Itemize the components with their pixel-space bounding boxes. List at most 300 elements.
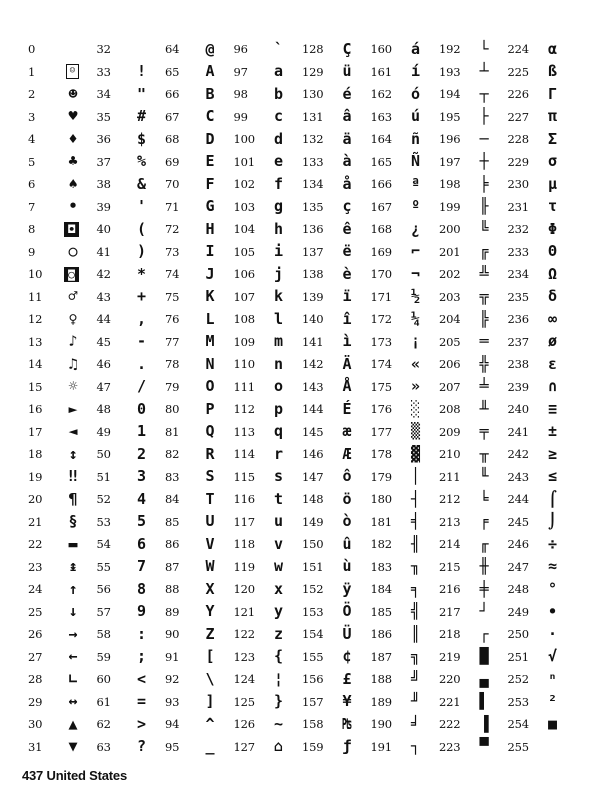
char-code: 120: [233, 582, 255, 597]
char-entry: [28, 443, 97, 466]
char-glyph: I: [205, 242, 215, 261]
character-code-table: [28, 38, 576, 758]
char-code: 193: [439, 64, 461, 79]
char-glyph: ╒: [479, 512, 489, 531]
char-entry: [371, 151, 440, 174]
char-code: 20: [28, 492, 43, 507]
char-entry: [28, 286, 97, 309]
char-entry: [97, 466, 166, 489]
char-glyph: ╬: [479, 354, 489, 373]
char-entry: [439, 83, 508, 106]
char-glyph: A: [205, 62, 215, 81]
char-entry: [371, 556, 440, 579]
char-entry: [302, 331, 371, 354]
char-glyph: d: [273, 129, 284, 148]
char-glyph: M: [205, 332, 215, 351]
char-code: 158: [302, 717, 324, 732]
char-glyph: w: [273, 557, 284, 576]
char-code: 245: [507, 514, 529, 529]
char-code: 8: [28, 222, 36, 237]
char-glyph: ▲: [68, 714, 78, 733]
char-code: 52: [96, 492, 111, 507]
char-code: 122: [233, 627, 255, 642]
char-entry: [234, 38, 303, 61]
char-code: 51: [96, 469, 111, 484]
char-code: 187: [370, 649, 392, 664]
char-code: 132: [302, 132, 324, 147]
char-code: 205: [439, 334, 461, 349]
char-entry: [28, 151, 97, 174]
char-code: 134: [302, 177, 324, 192]
char-code: 34: [96, 87, 111, 102]
char-glyph: ;: [136, 647, 147, 666]
char-glyph: -: [136, 332, 147, 351]
char-code: 69: [165, 154, 180, 169]
char-glyph: S: [205, 467, 215, 486]
char-code: 47: [96, 379, 111, 394]
char-glyph: ª: [410, 174, 421, 193]
char-glyph: ≤: [547, 467, 558, 486]
char-code: 170: [370, 267, 392, 282]
char-glyph: ): [136, 242, 147, 261]
char-glyph: s: [273, 467, 284, 486]
char-entry: [28, 466, 97, 489]
char-code: 210: [439, 447, 461, 462]
char-glyph: e: [273, 152, 284, 171]
char-entry: [439, 106, 508, 129]
char-code: 239: [507, 379, 529, 394]
char-glyph: 3: [136, 467, 147, 486]
char-entry: [508, 556, 577, 579]
char-code: 195: [439, 109, 461, 124]
char-glyph: √: [547, 647, 558, 666]
char-entry: [28, 241, 97, 264]
char-code: 148: [302, 492, 324, 507]
char-glyph: N: [205, 354, 215, 373]
char-entry: [508, 263, 577, 286]
char-glyph: ⌂: [273, 737, 284, 756]
char-code: 238: [507, 357, 529, 372]
char-glyph: Æ: [342, 444, 352, 463]
char-code: 32: [96, 42, 111, 57]
char-glyph: g: [273, 197, 284, 216]
char-entry: [97, 218, 166, 241]
char-code: 223: [439, 739, 461, 754]
char-entry: [371, 691, 440, 714]
char-code: 136: [302, 222, 324, 237]
char-entry: [371, 533, 440, 556]
char-glyph: ├: [479, 107, 489, 126]
char-glyph: ,: [136, 309, 147, 328]
char-code: 217: [439, 604, 461, 619]
char-glyph: ←: [68, 647, 78, 666]
char-glyph: ╕: [410, 579, 421, 598]
char-glyph: ¢: [342, 647, 352, 666]
char-glyph: •: [68, 197, 78, 216]
char-entry: [97, 533, 166, 556]
char-entry: [508, 691, 577, 714]
char-glyph: V: [205, 534, 215, 553]
char-entry: [97, 578, 166, 601]
char-entry: [508, 421, 577, 444]
char-entry: [302, 376, 371, 399]
char-entry: [439, 61, 508, 84]
char-code: 88: [165, 582, 180, 597]
char-code: 186: [370, 627, 392, 642]
char-entry: [302, 556, 371, 579]
char-glyph: ■: [547, 714, 558, 733]
char-entry: [302, 286, 371, 309]
char-code: 90: [165, 627, 180, 642]
char-entry: [371, 218, 440, 241]
char-code: 254: [507, 717, 529, 732]
char-entry: [371, 128, 440, 151]
char-code: 164: [370, 132, 392, 147]
char-entry: [28, 61, 97, 84]
char-glyph: ∙: [547, 602, 558, 621]
char-entry: [97, 83, 166, 106]
char-entry: [97, 241, 166, 264]
char-entry: [508, 38, 577, 61]
char-code: 102: [233, 177, 255, 192]
char-glyph: ☼: [68, 377, 78, 396]
char-glyph: ⌠: [547, 489, 558, 508]
char-code: 153: [302, 604, 324, 619]
char-code: 46: [96, 357, 111, 372]
char-glyph: →: [68, 624, 78, 643]
char-entry: [439, 286, 508, 309]
char-entry: [234, 421, 303, 444]
char-entry: [28, 353, 97, 376]
char-code: 105: [233, 244, 255, 259]
char-entry: [508, 533, 577, 556]
char-glyph: ë: [342, 242, 352, 261]
char-entry: [28, 511, 97, 534]
char-code: 152: [302, 582, 324, 597]
char-entry: [97, 668, 166, 691]
char-entry: [302, 443, 371, 466]
char-glyph: ₧: [342, 714, 352, 733]
char-entry: [371, 376, 440, 399]
char-code: 78: [165, 357, 180, 372]
char-code: 146: [302, 447, 324, 462]
char-code: 23: [28, 559, 43, 574]
char-glyph: «: [410, 354, 421, 373]
char-glyph: ♂: [68, 287, 78, 306]
char-code: 57: [96, 604, 111, 619]
char-entry: [302, 83, 371, 106]
char-entry: [439, 398, 508, 421]
char-code: 63: [96, 739, 111, 754]
char-entry: [439, 196, 508, 219]
char-code: 35: [96, 109, 111, 124]
char-entry: [97, 173, 166, 196]
char-entry: [28, 376, 97, 399]
char-entry: [371, 578, 440, 601]
char-entry: [508, 218, 577, 241]
char-code: 27: [28, 649, 43, 664]
char-code: 38: [96, 177, 111, 192]
char-code: 4: [28, 132, 36, 147]
char-entry: [165, 38, 234, 61]
char-glyph: ¥: [342, 692, 352, 711]
char-entry: [371, 38, 440, 61]
char-entry: [439, 691, 508, 714]
char-code: 75: [165, 289, 180, 304]
char-glyph: Ç: [342, 39, 352, 58]
char-code: 162: [370, 87, 392, 102]
char-code: 5: [28, 154, 36, 169]
char-code: 230: [507, 177, 529, 192]
char-glyph: τ: [547, 197, 558, 216]
char-code: 253: [507, 694, 529, 709]
char-glyph: J: [205, 264, 215, 283]
char-glyph: ì: [342, 332, 352, 351]
char-glyph: ║: [410, 624, 421, 643]
char-code: 108: [233, 312, 255, 327]
char-code: 74: [165, 267, 180, 282]
char-code: 2: [28, 87, 36, 102]
char-code: 168: [370, 222, 392, 237]
char-code: 246: [507, 537, 529, 552]
char-code: 80: [165, 402, 180, 417]
char-glyph: ╞: [479, 174, 489, 193]
char-entry: [165, 376, 234, 399]
char-code: 139: [302, 289, 324, 304]
char-glyph: ▀: [479, 737, 489, 756]
char-glyph: §: [68, 512, 78, 531]
char-glyph: $: [136, 129, 147, 148]
char-code: 103: [233, 199, 255, 214]
char-entry: [234, 443, 303, 466]
char-code: 225: [507, 64, 529, 79]
char-entry: [371, 286, 440, 309]
char-entry: [371, 736, 440, 759]
char-glyph: ╔: [479, 242, 489, 261]
char-entry: [234, 713, 303, 736]
char-glyph: ╥: [479, 444, 489, 463]
char-entry: [234, 623, 303, 646]
char-glyph: Z: [205, 624, 215, 643]
char-glyph: ┐: [410, 737, 421, 756]
char-glyph: ◙: [64, 267, 79, 282]
char-entry: [302, 601, 371, 624]
char-entry: [302, 38, 371, 61]
char-code: 18: [28, 447, 43, 462]
char-entry: [508, 83, 577, 106]
char-glyph: ¬: [410, 264, 421, 283]
char-glyph: c: [273, 107, 284, 126]
char-code: 209: [439, 424, 461, 439]
char-code: 250: [507, 627, 529, 642]
char-glyph: ┘: [479, 602, 489, 621]
char-entry: [165, 83, 234, 106]
char-glyph: ï: [342, 287, 352, 306]
char-entry: [508, 623, 577, 646]
char-glyph: π: [547, 107, 558, 126]
char-glyph: B: [205, 84, 215, 103]
char-entry: [371, 263, 440, 286]
char-glyph: *: [136, 264, 147, 283]
char-code: 199: [439, 199, 461, 214]
char-entry: [28, 106, 97, 129]
char-glyph: ö: [342, 489, 352, 508]
char-code: 204: [439, 312, 461, 327]
char-code: 95: [165, 739, 180, 754]
char-glyph: ►: [68, 399, 78, 418]
char-glyph: }: [273, 692, 284, 711]
char-code: 15: [28, 379, 43, 394]
char-code: 37: [96, 154, 111, 169]
char-glyph: ╦: [479, 287, 489, 306]
char-code: 107: [233, 289, 255, 304]
char-glyph: ╓: [479, 534, 489, 553]
char-code: 140: [302, 312, 324, 327]
char-glyph: └: [479, 39, 489, 58]
char-code: 96: [233, 42, 248, 57]
char-glyph: ô: [342, 467, 352, 486]
char-entry: [439, 421, 508, 444]
char-glyph: ù: [342, 557, 352, 576]
char-entry: [97, 623, 166, 646]
char-glyph: L: [205, 309, 215, 328]
char-glyph: ↕: [68, 444, 78, 463]
char-entry: [28, 601, 97, 624]
char-entry: [508, 151, 577, 174]
char-code: 137: [302, 244, 324, 259]
char-entry: [439, 578, 508, 601]
char-code: 227: [507, 109, 529, 124]
char-entry: [97, 443, 166, 466]
char-entry: [302, 578, 371, 601]
char-entry: [508, 241, 577, 264]
char-glyph: Ö: [342, 602, 352, 621]
char-entry: [439, 736, 508, 759]
char-entry: [439, 38, 508, 61]
char-code: 42: [96, 267, 111, 282]
char-glyph: ♀: [68, 309, 78, 328]
char-glyph: i: [273, 242, 284, 261]
char-code: 131: [302, 109, 324, 124]
char-glyph: δ: [547, 287, 558, 306]
char-code: 179: [370, 469, 392, 484]
char-code: 67: [165, 109, 180, 124]
char-glyph: ∩: [547, 377, 558, 396]
char-glyph: (: [136, 219, 147, 238]
char-entry: [234, 286, 303, 309]
char-entry: [165, 713, 234, 736]
char-code: 147: [302, 469, 324, 484]
char-entry: [165, 623, 234, 646]
char-code: 62: [96, 717, 111, 732]
char-glyph: ¼: [410, 309, 421, 328]
char-code: 49: [96, 424, 111, 439]
char-code: 172: [370, 312, 392, 327]
char-code: 124: [233, 672, 255, 687]
char-code: 30: [28, 717, 43, 732]
char-glyph: T: [205, 489, 215, 508]
char-entry: [439, 713, 508, 736]
char-glyph: ♦: [68, 129, 78, 148]
char-code: 33: [96, 64, 111, 79]
char-entry: [439, 218, 508, 241]
char-code: 232: [507, 222, 529, 237]
char-glyph: <: [136, 669, 147, 688]
char-code: 130: [302, 87, 324, 102]
char-code: 26: [28, 627, 43, 642]
char-glyph: ▬: [68, 534, 78, 553]
char-code: 236: [507, 312, 529, 327]
char-code: 240: [507, 402, 529, 417]
char-entry: [165, 128, 234, 151]
char-glyph: Ü: [342, 624, 352, 643]
char-entry: [28, 196, 97, 219]
char-entry: [165, 533, 234, 556]
char-glyph: è: [342, 264, 352, 283]
char-entry: [508, 578, 577, 601]
char-entry: [302, 61, 371, 84]
char-glyph: σ: [547, 152, 558, 171]
char-code: 65: [165, 64, 180, 79]
char-code: 110: [233, 357, 255, 372]
char-glyph: ò: [342, 512, 352, 531]
char-code: 50: [96, 447, 111, 462]
char-glyph: ≈: [547, 557, 558, 576]
char-entry: [439, 646, 508, 669]
char-code: 231: [507, 199, 529, 214]
char-code: 79: [165, 379, 180, 394]
char-entry: [371, 173, 440, 196]
char-glyph: 1: [136, 422, 147, 441]
char-entry: [371, 353, 440, 376]
char-glyph: ç: [342, 197, 352, 216]
char-code: 228: [507, 132, 529, 147]
char-code: 83: [165, 469, 180, 484]
char-glyph: ≡: [547, 399, 558, 418]
char-entry: [165, 398, 234, 421]
char-glyph: Ω: [547, 264, 558, 283]
char-glyph: ┴: [479, 62, 489, 81]
char-code: 58: [96, 627, 111, 642]
char-glyph: >: [136, 714, 147, 733]
char-entry: [439, 331, 508, 354]
char-glyph: ┼: [479, 152, 489, 171]
char-code: 68: [165, 132, 180, 147]
char-code: 176: [370, 402, 392, 417]
char-glyph: f: [273, 174, 284, 193]
char-glyph: │: [410, 467, 421, 486]
char-entry: [439, 376, 508, 399]
char-code: 116: [233, 492, 255, 507]
char-entry: [508, 173, 577, 196]
char-entry: [302, 128, 371, 151]
char-entry: [165, 61, 234, 84]
char-entry: [508, 488, 577, 511]
char-code: 76: [165, 312, 180, 327]
char-code: 214: [439, 537, 461, 552]
char-glyph: ╛: [410, 714, 421, 733]
char-code: 118: [233, 537, 255, 552]
char-glyph: ]: [205, 692, 215, 711]
char-entry: [97, 376, 166, 399]
char-glyph: W: [205, 557, 215, 576]
char-entry: [234, 736, 303, 759]
char-entry: [165, 691, 234, 714]
char-code: 157: [302, 694, 324, 709]
char-glyph: ╟: [479, 197, 489, 216]
char-entry: [28, 128, 97, 151]
char-code: 161: [370, 64, 392, 79]
